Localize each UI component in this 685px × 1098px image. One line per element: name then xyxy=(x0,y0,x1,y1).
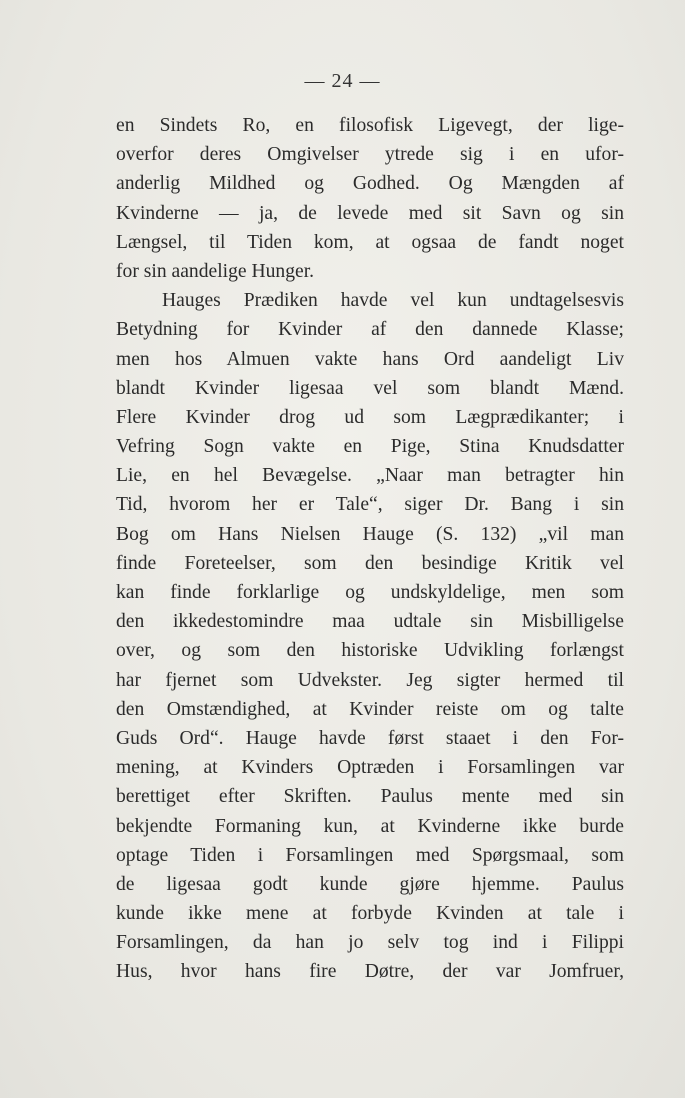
text-line: finde Foreteelser, som den besindige Kritik vel xyxy=(116,552,624,574)
text-line: over, og som den historiske Udvikling forlængst xyxy=(116,640,624,662)
text-line: en Sindets Ro, en filosofisk Ligevegt, der lige- xyxy=(116,115,624,136)
text-line: for sin aandelige Hunger. xyxy=(116,260,315,282)
body-text xyxy=(116,111,624,987)
text-line: Hauges Prædiken havde vel kun undtagelsesvis xyxy=(162,290,624,312)
text-line: kunde ikke mene at forbyde Kvinden at tale i xyxy=(116,903,624,925)
text-line: men hos Almuen vakte hans Ord aandeligt Liv xyxy=(116,348,624,370)
text-line: de ligesaa godt kunde gjøre hjemme. Paulus xyxy=(116,873,624,895)
text-line: kan finde forklarlige og undskyldelige, men som xyxy=(116,582,624,603)
text-line: Betydning for Kvinder af den dannede Klasse; xyxy=(116,319,624,341)
paragraph-1 xyxy=(116,111,624,286)
text-line: anderlig Mildhed og Godhed. Og Mængden af xyxy=(116,173,624,195)
text-line: Lie, en hel Bevægelse. „Naar man betragter hin xyxy=(116,465,624,487)
text-line: Kvinderne — ja, de levede med sit Savn og sin xyxy=(116,202,624,224)
text-line: berettiget efter Skriften. Paulus mente med sin xyxy=(116,786,624,808)
text-line: Vefring Sogn vakte en Pige, Stina Knudsdatter xyxy=(116,436,624,458)
text-line: optage Tiden i Forsamlingen med Spørgsmaal, som xyxy=(116,844,624,866)
text-line: overfor deres Omgivelser ytrede sig i en ufor- xyxy=(116,144,624,166)
text-line: Forsamlingen, da han jo selv tog ind i Filippi xyxy=(116,932,624,954)
text-line: Længsel, til Tiden kom, at ogsaa de fandt noget xyxy=(116,231,624,253)
text-line: blandt Kvinder ligesaa vel som blandt Mænd. xyxy=(116,377,624,399)
text-line: mening, at Kvinders Optræden i Forsamlingen var xyxy=(116,757,624,779)
page-number: — 24 — xyxy=(304,70,381,92)
paragraph-2 xyxy=(116,286,624,987)
text-line: Bog om Hans Nielsen Hauge (S. 132) „vil man xyxy=(116,523,624,545)
text-line: Hus, hvor hans fire Døtre, der var Jomfruer, xyxy=(116,961,624,983)
text-line: Flere Kvinder drog ud som Lægprædikanter; i xyxy=(116,406,624,428)
text-line: bekjendte Formaning kun, at Kvinderne ikke burde xyxy=(116,815,624,837)
text-line: den ikkedestomindre maa udtale sin Misbilligelse xyxy=(116,611,624,633)
text-line: Tid, hvorom her er Tale“, siger Dr. Bang i sin xyxy=(116,494,624,516)
text-line: Guds Ord“. Hauge havde først staaet i den For- xyxy=(116,727,624,749)
text-line: den Omstændighed, at Kvinder reiste om og talte xyxy=(116,698,624,720)
text-line: har fjernet som Udvekster. Jeg sigter hermed til xyxy=(116,669,624,691)
